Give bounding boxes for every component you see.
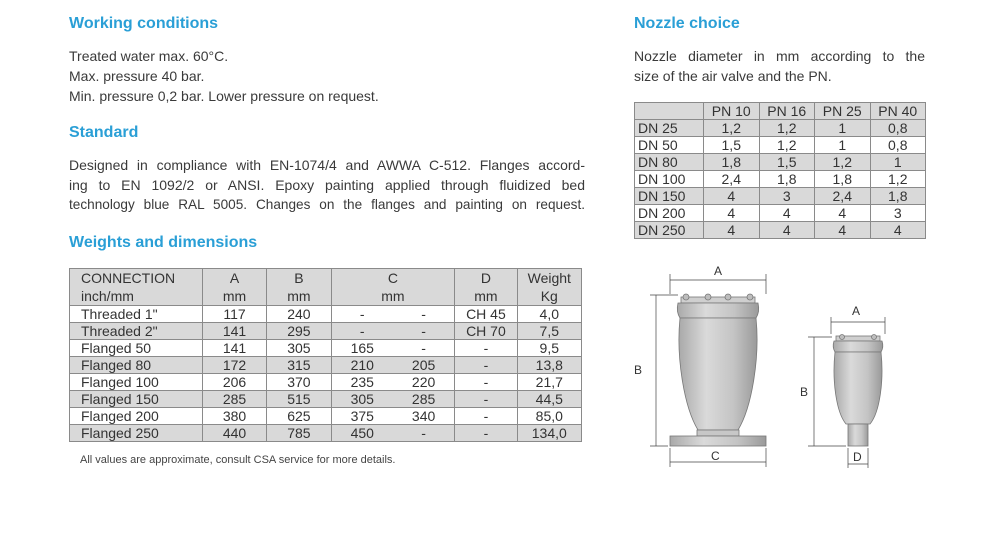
header-c: C bbox=[331, 269, 455, 288]
cell-b: 305 bbox=[267, 340, 331, 357]
table-row bbox=[635, 137, 926, 154]
cell-pn40: 0,8 bbox=[870, 120, 926, 137]
cell-c1: 235 bbox=[331, 374, 393, 391]
standard-line: Designed in compliance with EN-1074/4 and AWWA C-512. Flanges accord- bbox=[69, 157, 585, 173]
cell-pn16: 1,5 bbox=[759, 154, 815, 171]
cell-c2: - bbox=[393, 340, 455, 357]
table-row bbox=[635, 222, 926, 239]
standard-heading: Standard bbox=[69, 124, 139, 141]
cell-connection: Threaded 2" bbox=[70, 323, 203, 340]
cell-weight: 21,7 bbox=[517, 374, 581, 391]
unit-b: mm bbox=[267, 287, 331, 306]
cell-a: 141 bbox=[202, 340, 266, 357]
cell-c1: 375 bbox=[331, 408, 393, 425]
table-row bbox=[70, 357, 582, 374]
cell-connection: Flanged 80 bbox=[70, 357, 203, 374]
standard-text bbox=[69, 155, 585, 215]
cell-connection: Threaded 1" bbox=[70, 306, 203, 323]
cell-c1: - bbox=[331, 323, 393, 340]
table-row bbox=[70, 306, 582, 323]
unit-d: mm bbox=[455, 287, 517, 306]
header-connection: CONNECTION bbox=[70, 269, 203, 288]
standard-line: technology blue RAL 5005. Changes on the flanges and painting on request. bbox=[69, 197, 585, 212]
large-label-a: A bbox=[714, 264, 723, 278]
cell-b: 315 bbox=[267, 357, 331, 374]
cell-d: CH 70 bbox=[455, 323, 517, 340]
large-label-c: C bbox=[711, 449, 720, 463]
cell-b: 785 bbox=[267, 425, 331, 442]
table-row bbox=[635, 171, 926, 188]
cell-connection: Flanged 200 bbox=[70, 408, 203, 425]
cell-weight: 4,0 bbox=[517, 306, 581, 323]
cell-d: - bbox=[455, 408, 517, 425]
cell-dn: DN 250 bbox=[635, 222, 704, 239]
cell-pn40: 1,2 bbox=[870, 171, 926, 188]
cell-a: 117 bbox=[202, 306, 266, 323]
cell-weight: 134,0 bbox=[517, 425, 581, 442]
cell-c2: 340 bbox=[393, 408, 455, 425]
cell-dn: DN 25 bbox=[635, 120, 704, 137]
cell-pn16: 3 bbox=[759, 188, 815, 205]
cell-c1: 450 bbox=[331, 425, 393, 442]
cell-pn40: 3 bbox=[870, 205, 926, 222]
cell-pn40: 4 bbox=[870, 222, 926, 239]
table-row bbox=[635, 205, 926, 222]
table-header-row bbox=[635, 103, 926, 120]
cell-d: - bbox=[455, 357, 517, 374]
unit-weight: Kg bbox=[517, 287, 581, 306]
nozzle-table bbox=[634, 102, 926, 239]
cell-connection: Flanged 250 bbox=[70, 425, 203, 442]
cell-pn16: 4 bbox=[759, 222, 815, 239]
header-corner bbox=[635, 103, 704, 120]
unit-connection: inch/mm bbox=[70, 287, 203, 306]
working-line: Treated water max. 60°C. bbox=[69, 48, 229, 64]
cell-pn16: 4 bbox=[759, 205, 815, 222]
cell-connection: Flanged 100 bbox=[70, 374, 203, 391]
table-row bbox=[70, 391, 582, 408]
cell-c2: - bbox=[393, 425, 455, 442]
cell-pn25: 2,4 bbox=[815, 188, 871, 205]
table-row bbox=[635, 154, 926, 171]
cell-pn40: 0,8 bbox=[870, 137, 926, 154]
threaded-valve-drawing bbox=[833, 335, 883, 447]
flanged-valve-drawing bbox=[670, 294, 766, 446]
header-d: D bbox=[455, 269, 517, 288]
cell-pn25: 1,8 bbox=[815, 171, 871, 188]
cell-pn25: 4 bbox=[815, 222, 871, 239]
cell-weight: 44,5 bbox=[517, 391, 581, 408]
cell-dn: DN 80 bbox=[635, 154, 704, 171]
table-row bbox=[70, 323, 582, 340]
header-weight: Weight bbox=[517, 269, 581, 288]
table-row bbox=[70, 340, 582, 357]
cell-c2: - bbox=[393, 323, 455, 340]
cell-b: 370 bbox=[267, 374, 331, 391]
header-a: A bbox=[202, 269, 266, 288]
cell-pn25: 1 bbox=[815, 120, 871, 137]
table-row bbox=[635, 120, 926, 137]
weights-heading: Weights and dimensions bbox=[69, 234, 258, 251]
working-conditions-text bbox=[69, 46, 379, 106]
cell-pn16: 1,2 bbox=[759, 120, 815, 137]
cell-weight: 85,0 bbox=[517, 408, 581, 425]
cell-d: - bbox=[455, 374, 517, 391]
cell-pn10: 1,2 bbox=[704, 120, 760, 137]
large-label-b: B bbox=[634, 363, 643, 377]
small-label-b: B bbox=[800, 385, 809, 399]
table-row bbox=[70, 374, 582, 391]
cell-c1: - bbox=[331, 306, 393, 323]
cell-a: 206 bbox=[202, 374, 266, 391]
nozzle-text bbox=[634, 46, 925, 86]
unit-a: mm bbox=[202, 287, 266, 306]
cell-pn25: 4 bbox=[815, 205, 871, 222]
cell-pn25: 1 bbox=[815, 137, 871, 154]
cell-pn10: 4 bbox=[704, 188, 760, 205]
cell-a: 440 bbox=[202, 425, 266, 442]
cell-b: 515 bbox=[267, 391, 331, 408]
working-line: Max. pressure 40 bar. bbox=[69, 68, 205, 84]
header-pn16: PN 16 bbox=[759, 103, 815, 120]
cell-d: - bbox=[455, 391, 517, 408]
nozzle-line: size of the air valve and the PN. bbox=[634, 68, 832, 84]
cell-pn10: 1,5 bbox=[704, 137, 760, 154]
cell-connection: Flanged 150 bbox=[70, 391, 203, 408]
cell-c2: 205 bbox=[393, 357, 455, 374]
cell-a: 172 bbox=[202, 357, 266, 374]
working-line: Min. pressure 0,2 bar. Lower pressure on request. bbox=[69, 88, 379, 104]
cell-a: 380 bbox=[202, 408, 266, 425]
cell-pn10: 2,4 bbox=[704, 171, 760, 188]
cell-b: 625 bbox=[267, 408, 331, 425]
table-row bbox=[70, 425, 582, 442]
header-pn40: PN 40 bbox=[870, 103, 926, 120]
cell-pn40: 1,8 bbox=[870, 188, 926, 205]
cell-connection: Flanged 50 bbox=[70, 340, 203, 357]
cell-b: 295 bbox=[267, 323, 331, 340]
cell-b: 240 bbox=[267, 306, 331, 323]
cell-weight: 9,5 bbox=[517, 340, 581, 357]
cell-c2: - bbox=[393, 306, 455, 323]
cell-pn16: 1,8 bbox=[759, 171, 815, 188]
standard-line: ing to EN 1092/2 or ANSI. Epoxy painting applied through fluidized bed bbox=[69, 177, 585, 193]
cell-d: - bbox=[455, 425, 517, 442]
cell-pn10: 4 bbox=[704, 205, 760, 222]
cell-dn: DN 150 bbox=[635, 188, 704, 205]
table-subheader-row bbox=[70, 287, 582, 306]
cell-dn: DN 100 bbox=[635, 171, 704, 188]
cell-a: 141 bbox=[202, 323, 266, 340]
cell-c1: 165 bbox=[331, 340, 393, 357]
cell-c1: 305 bbox=[331, 391, 393, 408]
cell-c1: 210 bbox=[331, 357, 393, 374]
header-b: B bbox=[267, 269, 331, 288]
cell-d: - bbox=[455, 340, 517, 357]
nozzle-heading: Nozzle choice bbox=[634, 15, 740, 32]
table-row bbox=[70, 408, 582, 425]
cell-a: 285 bbox=[202, 391, 266, 408]
cell-pn25: 1,2 bbox=[815, 154, 871, 171]
cell-d: CH 45 bbox=[455, 306, 517, 323]
cell-dn: DN 50 bbox=[635, 137, 704, 154]
cell-pn16: 1,2 bbox=[759, 137, 815, 154]
cell-pn40: 1 bbox=[870, 154, 926, 171]
cell-weight: 13,8 bbox=[517, 357, 581, 374]
cell-pn10: 4 bbox=[704, 222, 760, 239]
unit-c: mm bbox=[331, 287, 455, 306]
cell-c2: 285 bbox=[393, 391, 455, 408]
nozzle-line: Nozzle diameter in mm according to the bbox=[634, 48, 925, 64]
small-label-a: A bbox=[852, 304, 861, 318]
weights-table bbox=[69, 268, 582, 442]
cell-c2: 220 bbox=[393, 374, 455, 391]
header-pn10: PN 10 bbox=[704, 103, 760, 120]
footnote: All values are approximate, consult CSA service for more details. bbox=[80, 454, 396, 466]
cell-dn: DN 200 bbox=[635, 205, 704, 222]
header-pn25: PN 25 bbox=[815, 103, 871, 120]
working-conditions-heading: Working conditions bbox=[69, 15, 219, 32]
table-row bbox=[635, 188, 926, 205]
table-header-row bbox=[70, 269, 582, 288]
cell-weight: 7,5 bbox=[517, 323, 581, 340]
small-label-d: D bbox=[853, 450, 862, 464]
valve-dimension-diagram bbox=[628, 262, 898, 474]
cell-pn10: 1,8 bbox=[704, 154, 760, 171]
